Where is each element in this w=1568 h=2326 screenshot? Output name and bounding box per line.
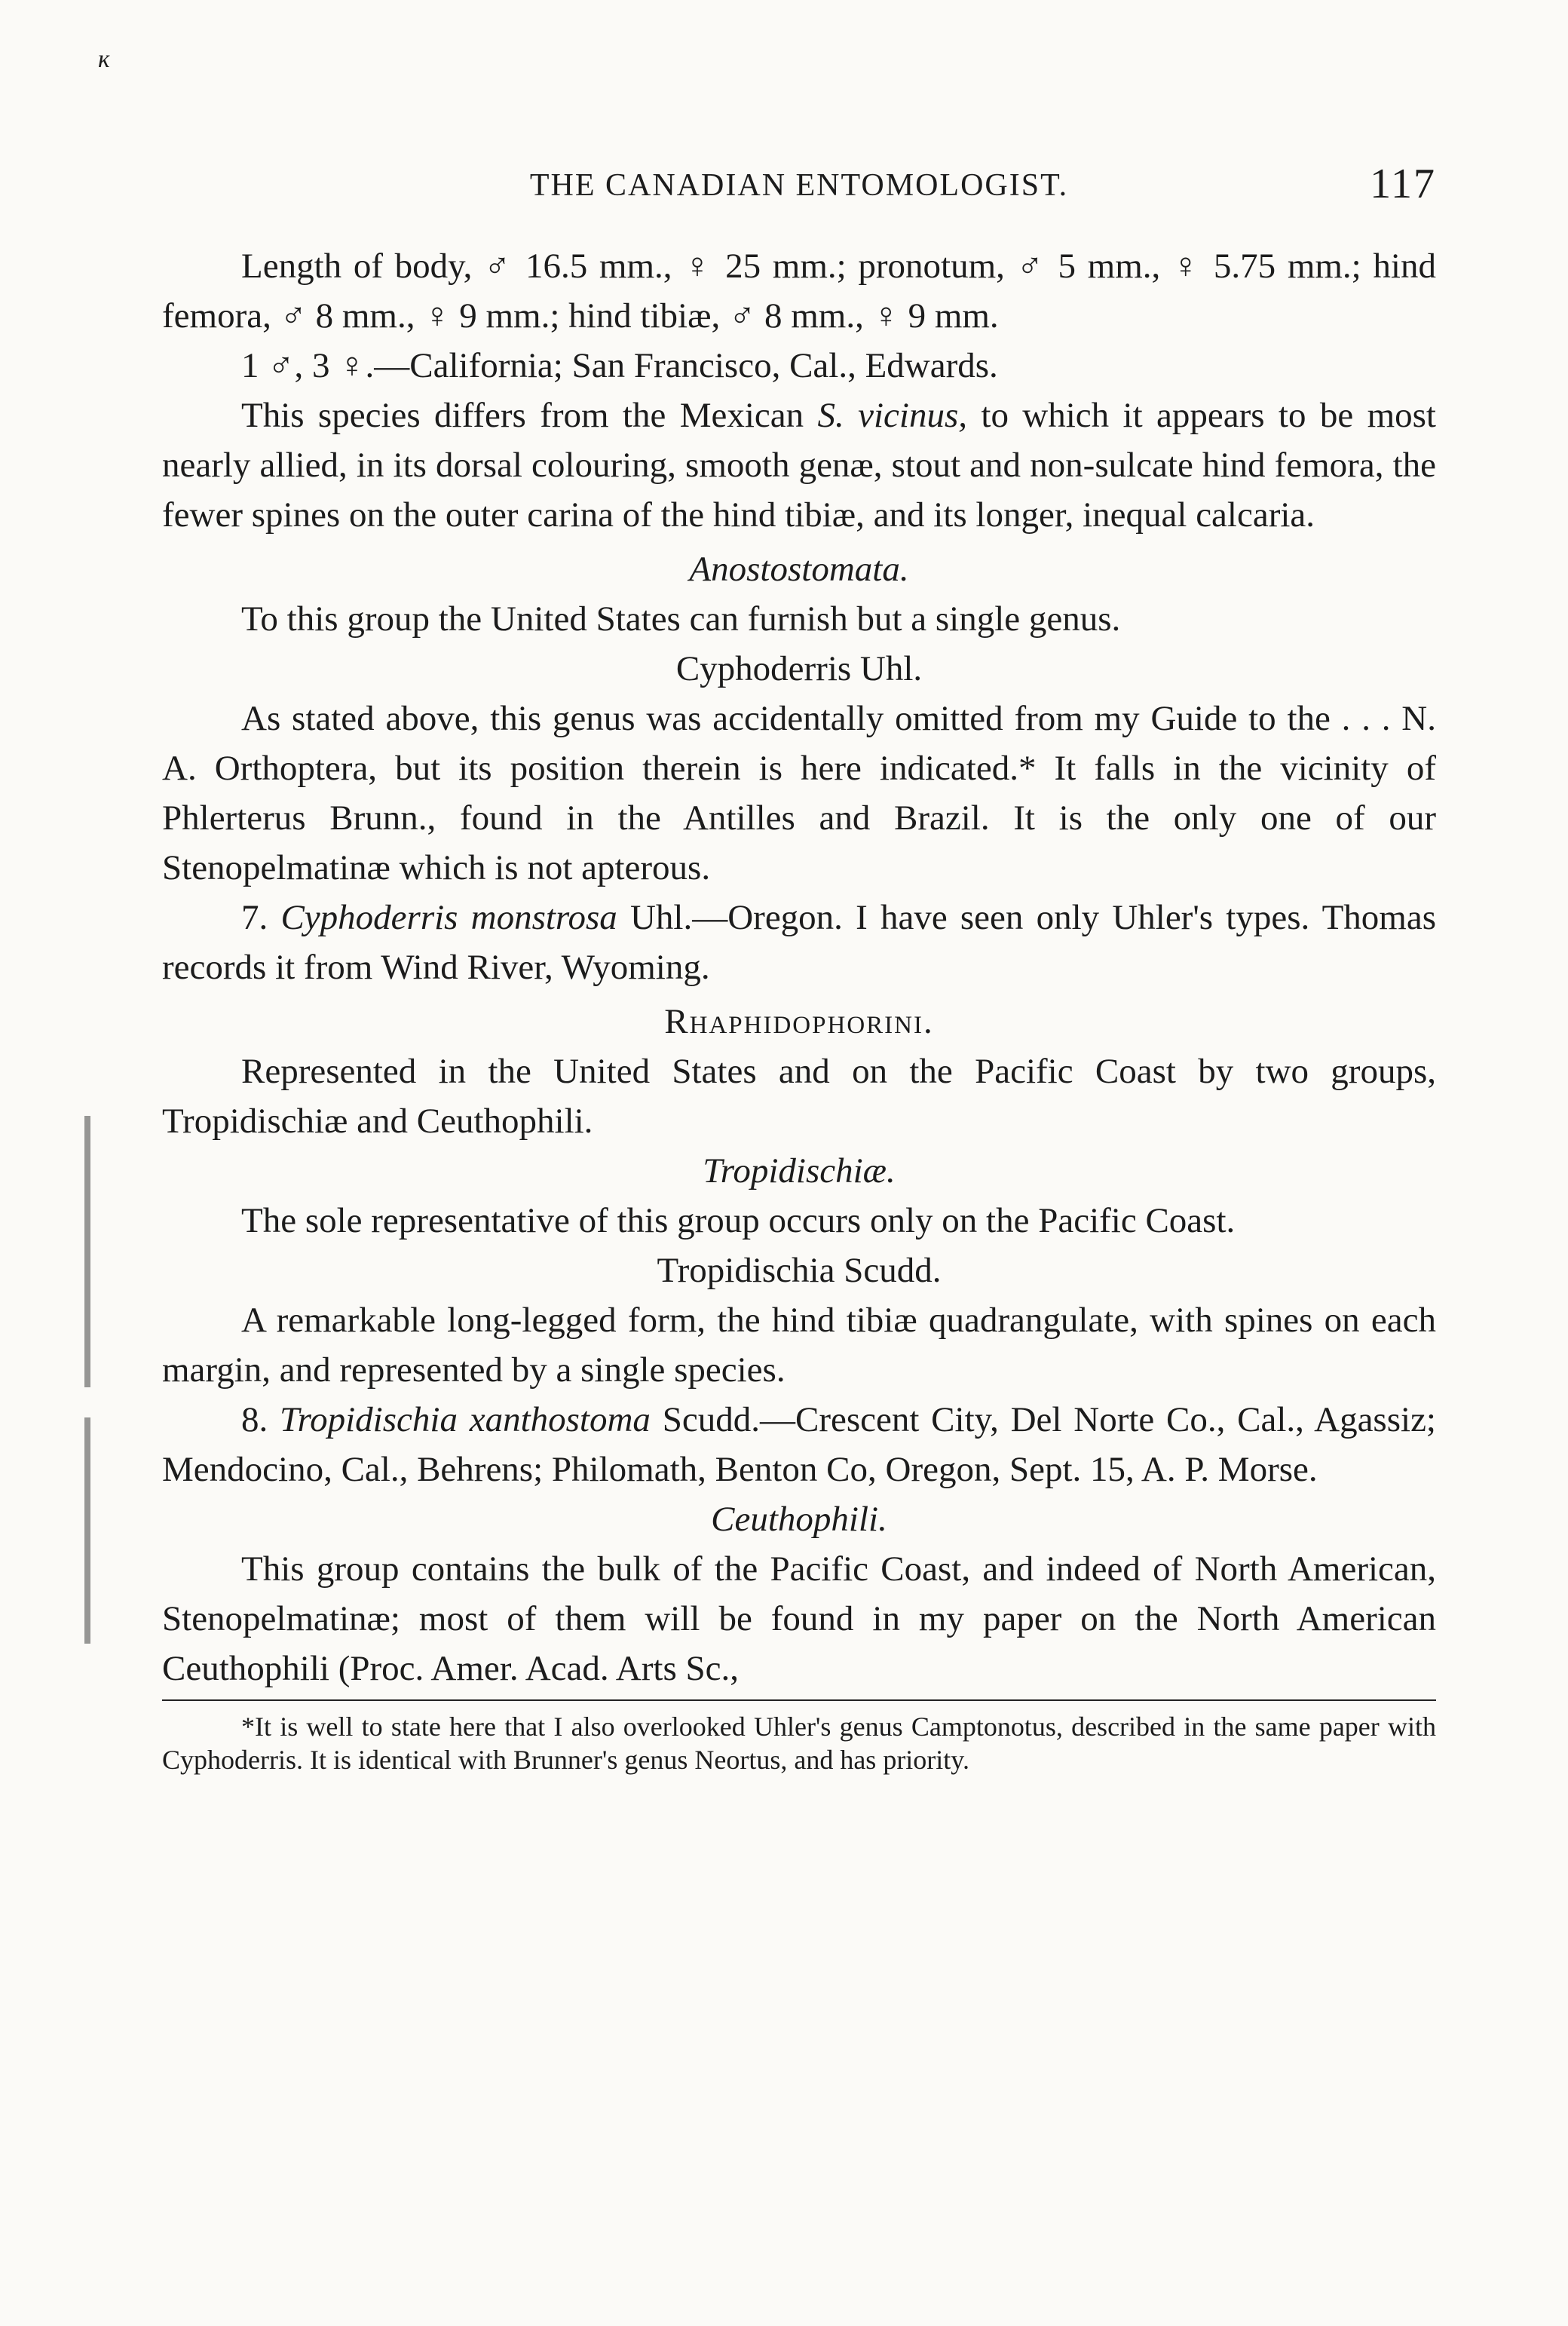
tropidischia-paragraph: A remarkable long-legged form, the hind tibiæ quadrangulate, with spines on each margin, and represented by a single species. xyxy=(162,1301,1436,1390)
scan-edge-mark xyxy=(84,1116,90,1387)
species-name: S. vicinus, xyxy=(817,396,968,435)
section-heading-rhaphidophorini: Rhaphidophorini. xyxy=(664,1002,934,1041)
ceuthophili-paragraph: This group contains the bulk of the Pacific Coast, and indeed of North American, Stenopelmatinæ; most of them will be found in my paper on the North American Ceuthophili (Proc. Amer. Acad. Arts Sc., xyxy=(162,1549,1436,1688)
entry-number: 7. xyxy=(241,898,281,937)
section-heading-anostostomata: Anostostomata. xyxy=(689,550,909,589)
genus-heading-cyphoderris: Cyphoderris Uhl. xyxy=(675,649,923,688)
page-number: 117 xyxy=(1370,161,1436,207)
specimens-paragraph: 1 ♂, 3 ♀.—California; San Francisco, Cal., Edwards. xyxy=(241,346,998,385)
section-heading-ceuthophili: Ceuthophili. xyxy=(711,1500,887,1539)
running-title: THE CANADIAN ENTOMOLOGIST. xyxy=(529,168,1069,203)
comparison-paragraph xyxy=(162,391,1436,540)
comparison-text-b: to which it appears to be most nearly allied, in its dorsal colouring, smooth genæ, stout and non-sulcate hind femora, the fewer spines on the outer carina of the hind tibiæ, and its longer, inequal calcaria. xyxy=(162,396,1436,535)
group-paragraph: To this group the United States can furnish but a single genus. xyxy=(241,599,1121,639)
species-name: Tropidischia xanthostoma xyxy=(280,1400,651,1439)
section-heading-tropidischiae: Tropidischiæ. xyxy=(703,1151,896,1191)
scan-edge-mark xyxy=(84,1417,90,1644)
footnote: *It is well to state here that I also overlooked Uhler's genus Camptonotus, described in the same paper with Cyphoderris. It is identical with Brunner's genus Neortus, and has priority. xyxy=(162,1712,1436,1775)
entry-text: Uhl.—Oregon. I have seen only Uhler's types. Thomas records it from Wind River, Wyoming. xyxy=(162,898,1437,987)
genus-heading-tropidischia: Tropidischia Scudd. xyxy=(657,1251,942,1290)
entry-number: 8. xyxy=(241,1400,280,1439)
cyphoderris-paragraph: As stated above, this genus was accidentally omitted from my Guide to the . . . N. A. Orthoptera, but its position therein is here indicated.* It falls in the vicinity of Phlerterus Brunn., found in the Antilles and Brazil. It is the only one of our Stenopelmatinæ which is not apterous. xyxy=(162,699,1436,887)
running-head xyxy=(162,161,1436,213)
body-text xyxy=(162,241,1436,1776)
corner-mark: ĸ xyxy=(98,45,110,73)
rhaphidophorini-paragraph: Represented in the United States and on the Pacific Coast by two groups, Tropidischiæ and Ceuthophili. xyxy=(162,1052,1436,1141)
species-name: Cyphoderris monstrosa xyxy=(280,898,617,937)
measurements-paragraph: Length of body, ♂ 16.5 mm., ♀ 25 mm.; pronotum, ♂ 5 mm., ♀ 5.75 mm.; hind femora, ♂ 8 mm., ♀ 9 mm.; hind tibiæ, ♂ 8 mm., ♀ 9 mm. xyxy=(162,247,1436,336)
tropidischiae-paragraph: The sole representative of this group occurs only on the Pacific Coast. xyxy=(241,1201,1236,1240)
footnote-rule xyxy=(162,1699,1436,1701)
comparison-text-a: This species differs from the Mexican xyxy=(241,396,818,435)
species-entry-8 xyxy=(162,1395,1436,1494)
entry-text: Scudd.—Crescent City, Del Norte Co., Cal., Agassiz; Mendocino, Cal., Behrens; Philomath, Benton Co, Oregon, Sept. 15, A. P. Morse. xyxy=(162,1400,1436,1489)
species-entry-7 xyxy=(162,893,1436,992)
